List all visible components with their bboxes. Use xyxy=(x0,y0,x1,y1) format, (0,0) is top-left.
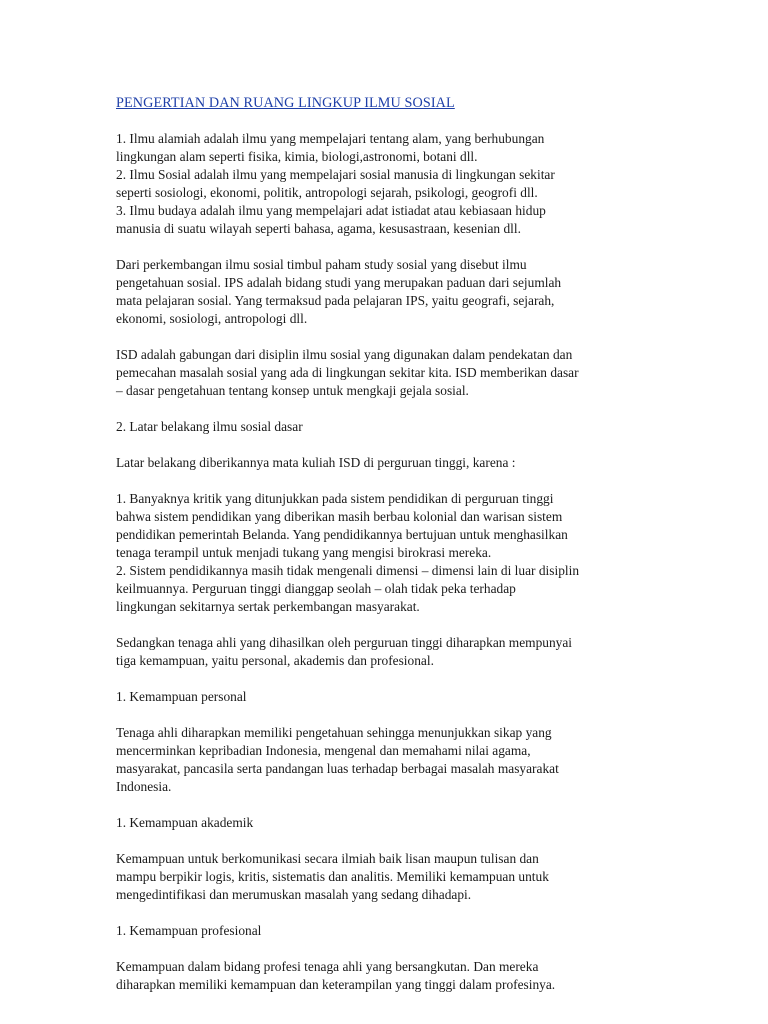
text-line: keilmuannya. Perguruan tinggi dianggap seolah – olah tidak peka terhadap xyxy=(116,581,516,596)
text-line: pendidikan pemerintah Belanda. Yang pendidikannya bertujuan untuk menghasilkan xyxy=(116,527,568,542)
paragraph xyxy=(116,922,656,940)
text-line: 3. Ilmu budaya adalah ilmu yang mempelajari adat istiadat atau kebiasaan hidup xyxy=(116,203,546,218)
document-body xyxy=(116,130,656,994)
text-line: 1. Kemampuan personal xyxy=(116,689,247,704)
text-line: diharapkan memiliki kemampuan dan keterampilan yang tinggi dalam profesinya. xyxy=(116,977,556,992)
text-line: Sedangkan tenaga ahli yang dihasilkan oleh perguruan tinggi diharapkan mempunyai xyxy=(116,635,573,650)
text-line: tiga kemampuan, yaitu personal, akademis dan profesional. xyxy=(116,653,434,668)
text-line: lingkungan alam seperti fisika, kimia, biologi,astronomi, botani dll. xyxy=(116,149,478,164)
text-line: 2. Sistem pendidikannya masih tidak mengenali dimensi – dimensi lain di luar disiplin xyxy=(116,563,580,578)
text-line: Dari perkembangan ilmu sosial timbul paham study sosial yang disebut ilmu xyxy=(116,257,527,272)
paragraph xyxy=(116,256,656,328)
text-line: pemecahan masalah sosial yang ada di lingkungan sekitar kita. ISD memberikan dasar xyxy=(116,365,579,380)
text-line: Indonesia. xyxy=(116,779,172,794)
text-line: manusia di suatu wilayah seperti bahasa, agama, kesusastraan, kesenian dll. xyxy=(116,221,521,236)
paragraph xyxy=(116,418,656,436)
text-line: 2. Ilmu Sosial adalah ilmu yang mempelajari sosial manusia di lingkungan sekitar xyxy=(116,167,555,182)
text-line: 1. Ilmu alamiah adalah ilmu yang mempelajari tentang alam, yang berhubungan xyxy=(116,131,545,146)
text-line: ISD adalah gabungan dari disiplin ilmu sosial yang digunakan dalam pendekatan dan xyxy=(116,347,573,362)
paragraph xyxy=(116,490,656,616)
paragraph xyxy=(116,814,656,832)
text-line: mata pelajaran sosial. Yang termaksud pada pelajaran IPS, yaitu geografi, sejarah, xyxy=(116,293,555,308)
text-line: Kemampuan dalam bidang profesi tenaga ahli yang bersangkutan. Dan mereka xyxy=(116,959,539,974)
text-line: masyarakat, pancasila serta pandangan luas terhadap berbagai masalah masyarakat xyxy=(116,761,559,776)
paragraph xyxy=(116,130,656,238)
page-title[interactable]: PENGERTIAN DAN RUANG LINGKUP ILMU SOSIAL xyxy=(116,95,455,111)
text-line: 1. Kemampuan profesional xyxy=(116,923,262,938)
text-line: mencerminkan kepribadian Indonesia, mengenal dan memahami nilai agama, xyxy=(116,743,531,758)
text-line: bahwa sistem pendidikan yang diberikan masih berbau kolonial dan warisan sistem xyxy=(116,509,563,524)
text-line: Tenaga ahli diharapkan memiliki pengetahuan sehingga menunjukkan sikap yang xyxy=(116,725,552,740)
text-line: – dasar pengetahuan tentang konsep untuk mengkaji gejala sosial. xyxy=(116,383,469,398)
text-line: ekonomi, sosiologi, antropologi dll. xyxy=(116,311,308,326)
text-line: mengedintifikasi dan merumuskan masalah yang sedang dihadapi. xyxy=(116,887,472,902)
paragraph xyxy=(116,634,656,670)
paragraph xyxy=(116,346,656,400)
text-line: 2. Latar belakang ilmu sosial dasar xyxy=(116,419,303,434)
text-line: 1. Banyaknya kritik yang ditunjukkan pada sistem pendidikan di perguruan tinggi xyxy=(116,491,554,506)
paragraph xyxy=(116,850,656,904)
text-line: seperti sosiologi, ekonomi, politik, antropologi sejarah, psikologi, geogrofi dll. xyxy=(116,185,538,200)
document-page xyxy=(116,94,656,1012)
text-line: lingkungan sekitarnya sertak perkembangan masyarakat. xyxy=(116,599,420,614)
text-line: 1. Kemampuan akademik xyxy=(116,815,254,830)
text-line: tenaga terampil untuk menjadi tukang yang mengisi birokrasi mereka. xyxy=(116,545,492,560)
paragraph xyxy=(116,724,656,796)
text-line: pengetahuan sosial. IPS adalah bidang studi yang merupakan paduan dari sejumlah xyxy=(116,275,562,290)
text-line: Latar belakang diberikannya mata kuliah ISD di perguruan tinggi, karena : xyxy=(116,455,516,470)
paragraph xyxy=(116,958,656,994)
text-line: mampu berpikir logis, kritis, sistematis dan analitis. Memiliki kemampuan untuk xyxy=(116,869,549,884)
paragraph xyxy=(116,688,656,706)
text-line: Kemampuan untuk berkomunikasi secara ilmiah baik lisan maupun tulisan dan xyxy=(116,851,539,866)
paragraph xyxy=(116,454,656,472)
